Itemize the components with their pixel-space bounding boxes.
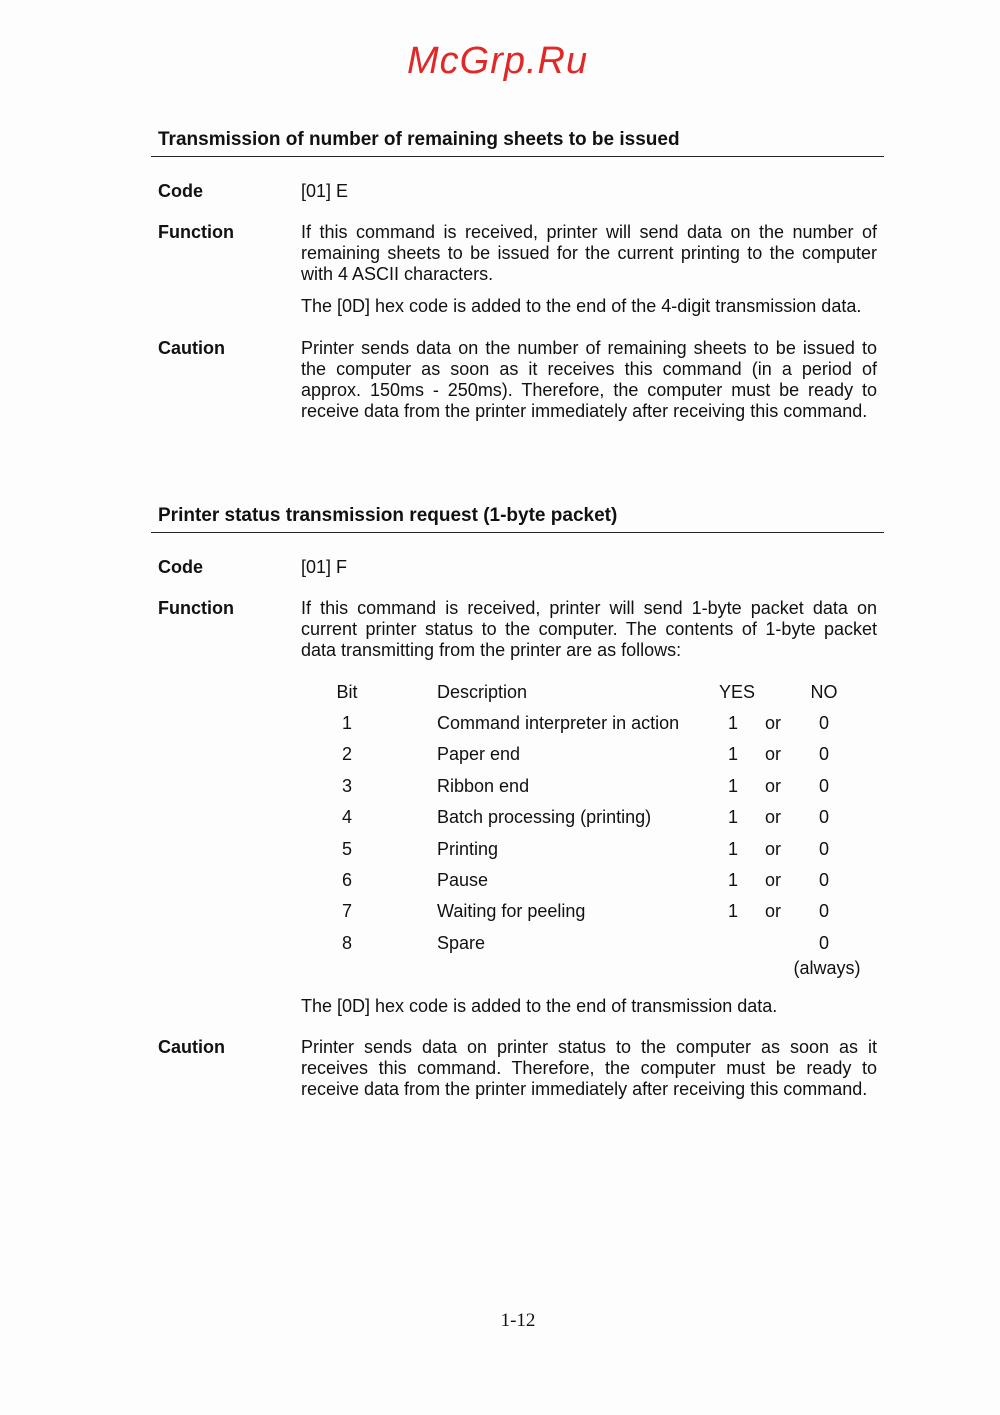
cell-description: Pause <box>437 870 489 890</box>
cell-or: or <box>764 775 781 796</box>
cell-yes: 1 <box>727 901 738 922</box>
function-text: If this command is received, printer will send data on the number of remaining sheets to be issued for the current printing to the computer with 4 ASCII characters. <box>301 222 877 284</box>
code-value: [01] E <box>301 181 349 201</box>
header-bit: Bit <box>336 682 358 702</box>
cell-bit: 4 <box>341 807 352 828</box>
cell-description: Paper end <box>437 744 521 765</box>
cell-no: 0 <box>818 744 829 765</box>
caution-text: Printer sends data on the number of remaining sheets to be issued to the computer as soon as it receives this command (in a period of approx. 150ms - 250ms). Therefore, the computer must be ready to receive data from the printer immediately after receiving this command. <box>301 338 877 421</box>
caution-label: Caution <box>158 1037 225 1057</box>
cell-no: 0 <box>818 807 829 828</box>
function-note: The [0D] hex code is added to the end of the 4-digit transmission data. <box>301 296 862 316</box>
cell-description: Printing <box>437 838 499 859</box>
section-heading: Transmission of number of remaining sheets to be issued <box>158 129 680 150</box>
cell-bit: 3 <box>341 775 352 796</box>
cell-bit: 5 <box>341 838 352 859</box>
cell-yes: 1 <box>727 870 738 890</box>
cell-bit: 6 <box>341 870 352 890</box>
cell-yes: 1 <box>727 744 738 765</box>
cell-no: 0 <box>818 713 829 733</box>
cell-or: or <box>764 807 781 828</box>
cell-no: 0 <box>818 870 829 890</box>
cell-description: Ribbon end <box>437 775 530 796</box>
cell-yes: 1 <box>727 713 738 733</box>
cell-bit: 1 <box>341 713 352 733</box>
cell-no: 0 <box>818 901 829 922</box>
header-description: Description <box>437 682 528 702</box>
function-note: The [0D] hex code is added to the end of transmission data. <box>301 996 778 1016</box>
cell-or: or <box>764 744 781 765</box>
function-label: Function <box>158 598 234 618</box>
header-no: NO <box>810 682 838 702</box>
cell-or: or <box>764 901 781 922</box>
caution-text: Printer sends data on printer status to the computer as soon as it receives this command. Therefore, the computer must be ready to receive data from the printer immediately after receiving this command. <box>301 1037 877 1099</box>
caution-label: Caution <box>158 338 225 358</box>
function-label: Function <box>158 222 234 242</box>
page-number: 1-12 <box>500 1310 536 1331</box>
cell-description: Batch processing (printing) <box>437 807 652 828</box>
cell-description: Waiting for peeling <box>437 901 586 922</box>
cell-no: 0 <box>818 775 829 796</box>
code-label: Code <box>158 181 203 201</box>
function-text: If this command is received, printer will send 1-byte packet data on current printer status to the computer. The contents of 1-byte packet data transmitting from the printer are as follows: <box>301 598 877 660</box>
cell-description: Spare <box>437 932 486 953</box>
watermark: McGrp.Ru <box>407 40 589 82</box>
section-heading: Printer status transmission request (1-byte packet) <box>158 505 618 526</box>
header-yes: YES <box>718 682 756 702</box>
cell-yes: 1 <box>727 838 738 859</box>
heading-rule <box>151 532 884 533</box>
heading-rule <box>151 156 884 157</box>
cell-yes: 1 <box>727 807 738 828</box>
cell-description: Command interpreter in action <box>437 713 680 733</box>
cell-or: or <box>764 713 781 733</box>
cell-yes: 1 <box>727 775 738 796</box>
code-label: Code <box>158 557 203 577</box>
cell-bit: 8 <box>341 932 352 953</box>
cell-no: 0 <box>818 932 829 953</box>
code-value: [01] F <box>301 557 348 577</box>
cell-bit: 7 <box>341 901 352 922</box>
cell-or: or <box>764 838 781 859</box>
cell-no: 0 <box>818 838 829 859</box>
always-note: (always) <box>793 958 861 978</box>
cell-or: or <box>764 870 781 890</box>
cell-bit: 2 <box>341 744 352 765</box>
